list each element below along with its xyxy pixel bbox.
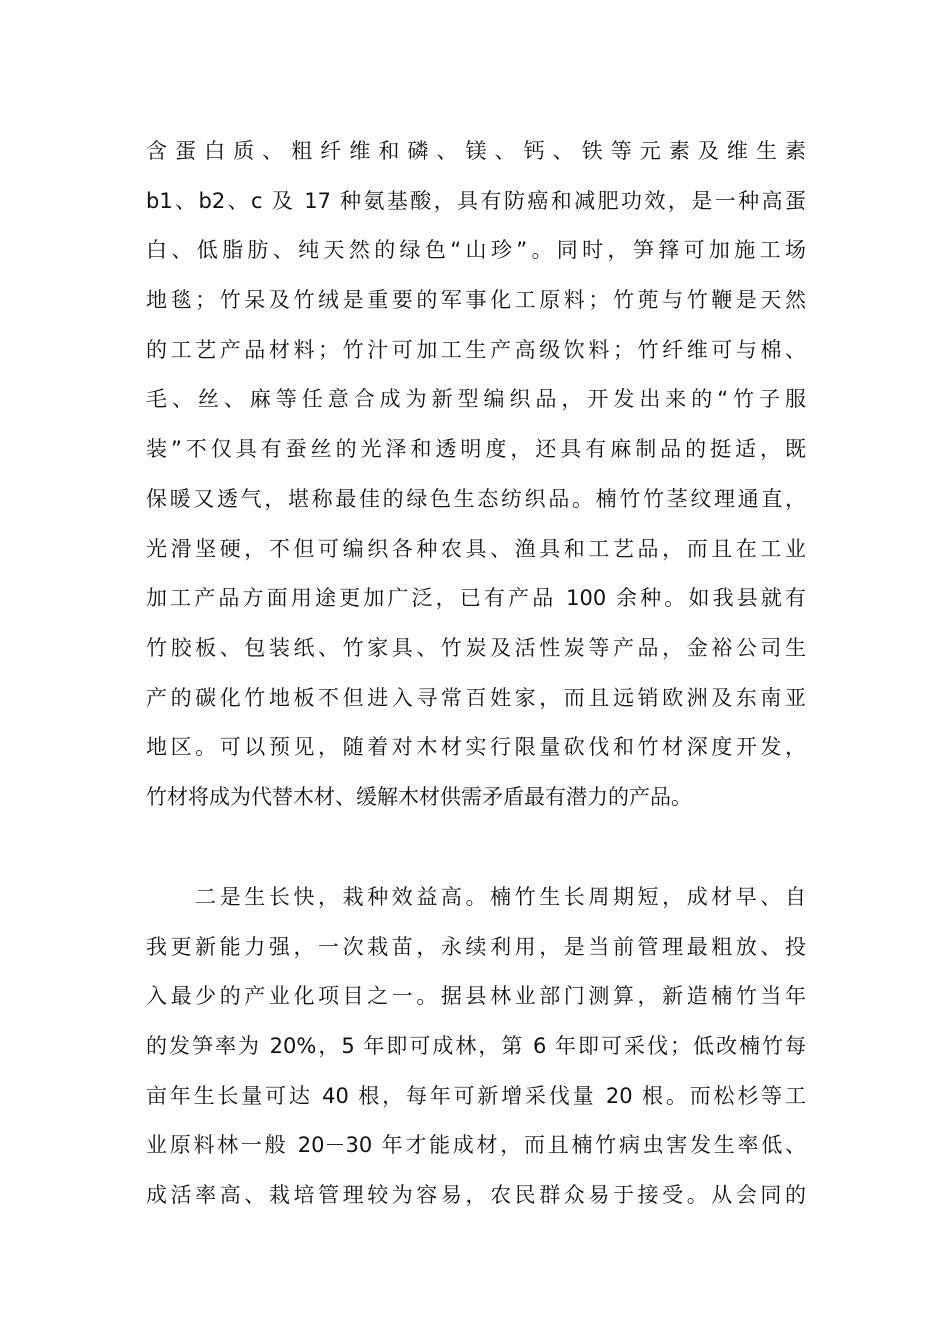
text-line: 白、低脂肪、纯天然的绿色“山珍”。同时，笋箨可加施工场 <box>146 238 806 263</box>
text-line: 含蛋白质、粗纤维和磷、镁、钙、铁等元素及维生素 <box>146 139 806 163</box>
text-line: 装”不仅具有蚕丝的光泽和透明度，还具有麻制品的挺适，既 <box>146 437 806 462</box>
text-line: 毛、丝、麻等任意合成为新型编织品，开发出来的“竹子服 <box>146 387 806 412</box>
text-line: 业原料林一般 20－30 年才能成材，而且楠竹病虫害发生率低、 <box>146 1133 806 1158</box>
text-line: 亩年生长量可达 40 根，每年可新增采伐量 20 根。而松杉等工 <box>146 1083 806 1108</box>
text-line: 加工产品方面用途更加广泛，已有产品 100 余种。如我县就有 <box>146 586 806 611</box>
text-line: 产的碳化竹地板不但进入寻常百姓家，而且远销欧洲及东南亚 <box>146 685 806 710</box>
text-line: 竹材将成为代替木材、缓解木材供需矛盾最有潜力的产品。 <box>146 784 692 809</box>
paragraph-bamboo-uses <box>146 127 806 823</box>
text-line: 入最少的产业化项目之一。据县林业部门测算，新造楠竹当年 <box>146 984 806 1009</box>
text-line: 的发笋率为 20%，5 年即可成林，第 6 年即可采伐；低改楠竹每 <box>146 1034 806 1059</box>
text-line: 二是生长快，栽种效益高。楠竹生长周期短，成材早、自 <box>146 885 806 909</box>
text-line: 地毯；竹呆及竹绒是重要的军事化工原料；竹蔸与竹鞭是天然 <box>146 288 806 313</box>
text-line: 的工艺产品材料；竹汁可加工生产高级饮料；竹纤维可与棉、 <box>146 337 806 362</box>
text-line: 地区。可以预见，随着对木材实行限量砍伐和竹材深度开发， <box>146 735 806 760</box>
text-line: 我更新能力强，一次栽苗，永续利用，是当前管理最粗放、投 <box>146 934 806 959</box>
text-line: 成活率高、栽培管理较为容易，农民群众易于接受。从会同的 <box>146 1183 806 1208</box>
text-line: 竹胶板、包装纸、竹家具、竹炭及活性炭等产品，金裕公司生 <box>146 635 806 660</box>
text-line: b1、b2、c 及 17 种氨基酸，具有防癌和减肥功效，是一种高蛋 <box>146 188 806 213</box>
text-line: 保暖又透气，堪称最佳的绿色生态纺织品。楠竹竹茎纹理通直， <box>146 486 806 511</box>
paragraph-fast-growth <box>146 873 806 1221</box>
text-line: 光滑坚硬，不但可编织各种农具、渔具和工艺品，而且在工业 <box>146 536 806 561</box>
